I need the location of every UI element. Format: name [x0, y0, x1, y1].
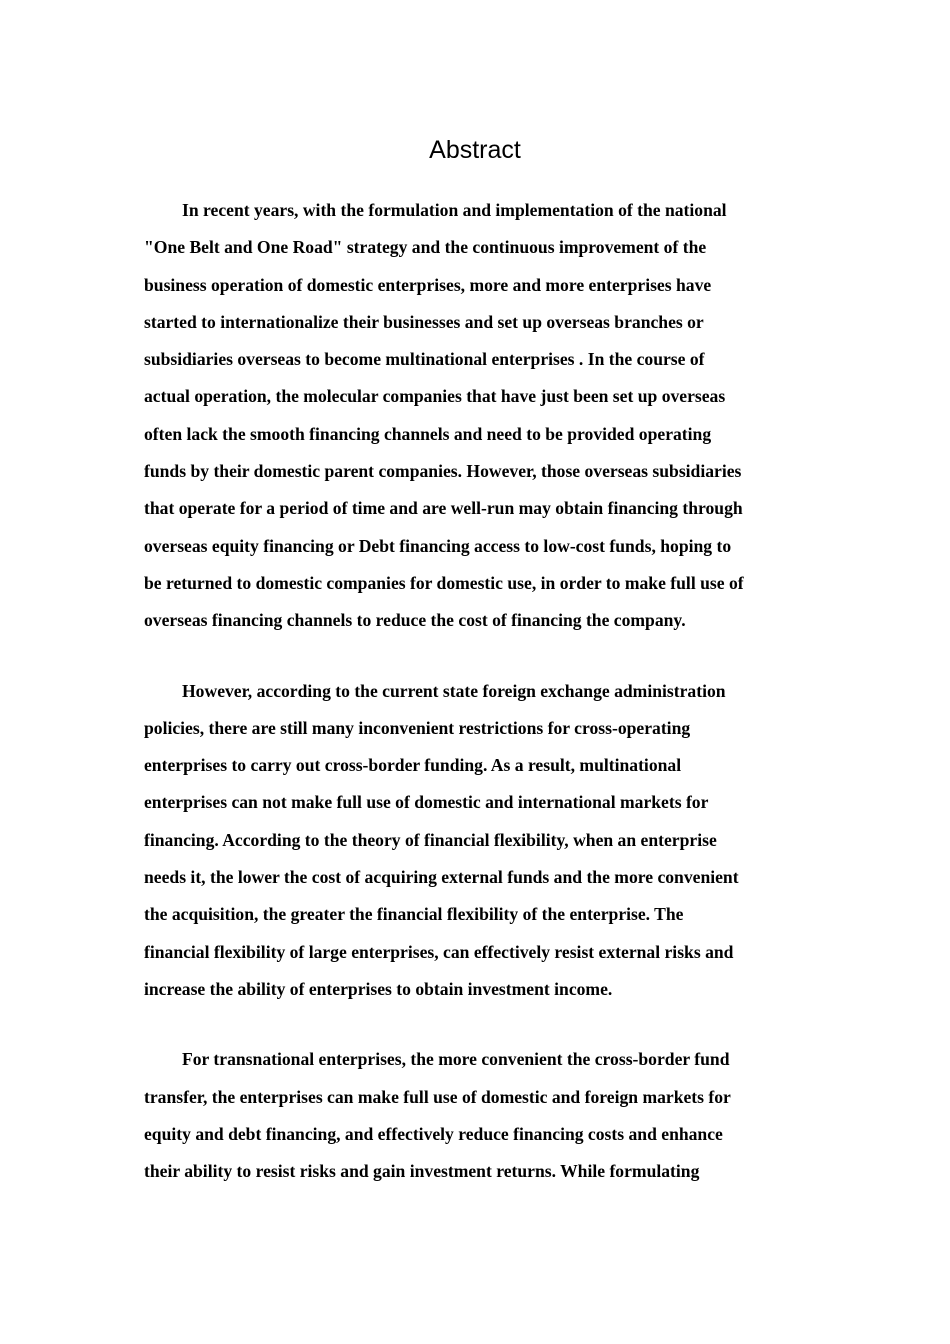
text-line: business operation of domestic enterprises, more and more enterprises have [144, 274, 712, 295]
text-line: In recent years, with the formulation and implementation of the national [182, 200, 727, 220]
text-line: subsidiaries overseas to become multinational enterprises . In the course of [144, 349, 705, 370]
paragraph-1 [144, 192, 806, 640]
page-title: Abstract [429, 136, 521, 164]
text-line: funds by their domestic parent companies. However, those overseas subsidiaries [144, 461, 742, 482]
text-line: financing. According to the theory of financial flexibility, when an enterprise [144, 829, 717, 850]
text-line: equity and debt financing, and effectively reduce financing costs and enhance [144, 1123, 723, 1144]
text-line: overseas equity financing or Debt financing access to low-cost funds, hoping to [144, 535, 732, 556]
text-line: enterprises can not make full use of domestic and international markets for [144, 792, 709, 813]
text-line: their ability to resist risks and gain investment returns. While formulating [144, 1161, 700, 1182]
text-line: the acquisition, the greater the financial flexibility of the enterprise. The [144, 904, 684, 925]
text-line: be returned to domestic companies for domestic use, in order to make full use of [144, 572, 744, 593]
text-line: "One Belt and One Road" strategy and the continuous improvement of the [144, 237, 707, 258]
text-line: financial flexibility of large enterprises, can effectively resist external risks and [144, 941, 734, 962]
paragraph-3 [144, 1041, 806, 1190]
text-line: transfer, the enterprises can make full use of domestic and foreign markets for [144, 1086, 731, 1107]
text-line: overseas financing channels to reduce the cost of financing the company. [144, 610, 686, 631]
text-line: often lack the smooth financing channels and need to be provided operating [144, 423, 712, 444]
text-line: policies, there are still many inconvenient restrictions for cross-operating [144, 717, 691, 738]
text-line: increase the ability of enterprises to obtain investment income. [144, 978, 613, 999]
text-line: enterprises to carry out cross-border funding. As a result, multinational [144, 755, 682, 776]
abstract-body [144, 192, 806, 1223]
paragraph-2 [144, 673, 806, 1009]
text-line: However, according to the current state foreign exchange administration [182, 680, 726, 701]
text-line: needs it, the lower the cost of acquiring external funds and the more convenient [144, 867, 739, 888]
text-line: actual operation, the molecular companies that have just been set up overseas [144, 386, 726, 407]
text-line: that operate for a period of time and are well-run may obtain financing through [144, 498, 743, 519]
text-line: started to internationalize their businesses and set up overseas branches or [144, 311, 704, 332]
text-line: For transnational enterprises, the more convenient the cross-border fund [182, 1049, 730, 1070]
